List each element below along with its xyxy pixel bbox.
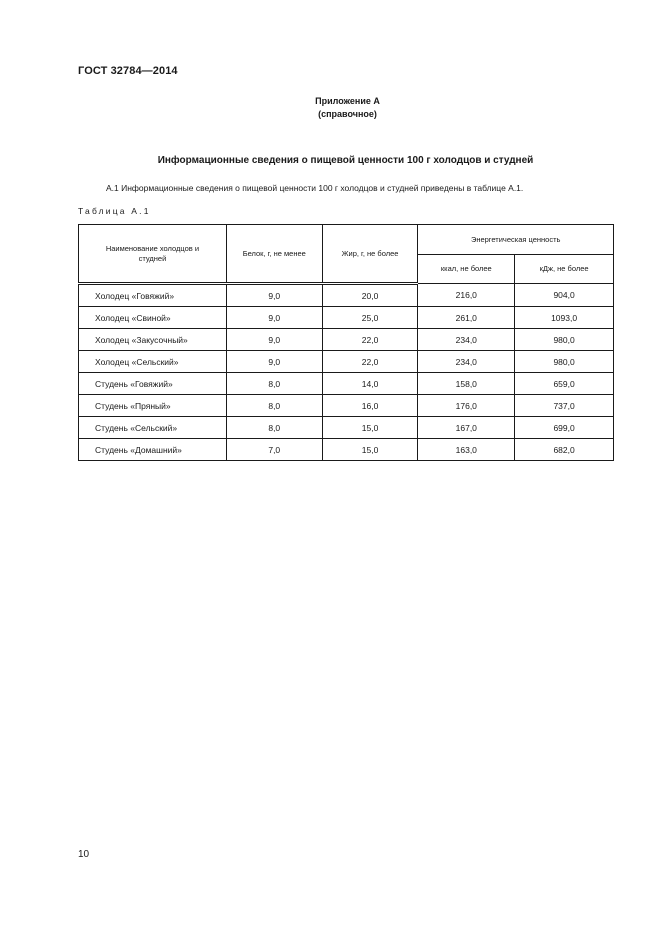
cell-kcal: 163,0 — [418, 439, 515, 461]
cell-kj: 980,0 — [515, 351, 614, 373]
header-energy: Энергетическая ценность — [418, 225, 614, 255]
cell-fat: 14,0 — [322, 373, 418, 395]
table-row — [79, 284, 614, 307]
cell-protein: 8,0 — [226, 417, 322, 439]
header-kcal: ккал, не более — [418, 255, 515, 284]
table-row — [79, 373, 614, 395]
cell-name: Студень «Пряный» — [79, 395, 227, 417]
cell-name: Холодец «Свиной» — [79, 307, 227, 329]
table-row — [79, 439, 614, 461]
table-row — [79, 417, 614, 439]
document-code: ГОСТ 32784—2014 — [78, 65, 178, 77]
table-row — [79, 329, 614, 351]
paragraph-a1: А.1 Информационные сведения о пищевой ценности 100 г холодцов и студней приведены в таблице А.1. — [106, 183, 524, 193]
cell-kcal: 234,0 — [418, 329, 515, 351]
cell-fat: 15,0 — [322, 417, 418, 439]
cell-kj: 699,0 — [515, 417, 614, 439]
section-title: Информационные сведения о пищевой ценности 100 г холодцов и студней — [157, 155, 534, 166]
table-row — [79, 307, 614, 329]
cell-kj: 682,0 — [515, 439, 614, 461]
cell-fat: 22,0 — [322, 329, 418, 351]
table-caption: Таблица А.1 — [78, 206, 151, 216]
cell-name: Холодец «Закусочный» — [79, 329, 227, 351]
cell-name: Холодец «Говяжий» — [79, 284, 227, 307]
nutrition-table — [78, 224, 614, 461]
header-fat: Жир, г, не более — [322, 225, 418, 284]
cell-name: Студень «Домашний» — [79, 439, 227, 461]
cell-kj: 659,0 — [515, 373, 614, 395]
cell-kj: 737,0 — [515, 395, 614, 417]
cell-kcal: 216,0 — [418, 284, 515, 307]
cell-protein: 9,0 — [226, 284, 322, 307]
cell-kcal: 261,0 — [418, 307, 515, 329]
cell-protein: 9,0 — [226, 351, 322, 373]
cell-protein: 9,0 — [226, 329, 322, 351]
cell-name: Студень «Сельский» — [79, 417, 227, 439]
cell-kcal: 167,0 — [418, 417, 515, 439]
header-kj: кДж, не более — [515, 255, 614, 284]
cell-protein: 7,0 — [226, 439, 322, 461]
cell-kcal: 234,0 — [418, 351, 515, 373]
cell-kj: 980,0 — [515, 329, 614, 351]
cell-fat: 15,0 — [322, 439, 418, 461]
table-row — [79, 351, 614, 373]
header-name: Наименование холодцов и студней — [79, 225, 227, 284]
page-number: 10 — [78, 849, 90, 860]
cell-kcal: 176,0 — [418, 395, 515, 417]
cell-fat: 25,0 — [322, 307, 418, 329]
cell-kj: 1093,0 — [515, 307, 614, 329]
cell-protein: 8,0 — [226, 395, 322, 417]
cell-kcal: 158,0 — [418, 373, 515, 395]
table-row — [79, 395, 614, 417]
cell-name: Холодец «Сельский» — [79, 351, 227, 373]
cell-name: Студень «Говяжий» — [79, 373, 227, 395]
cell-fat: 16,0 — [322, 395, 418, 417]
cell-kj: 904,0 — [515, 284, 614, 307]
cell-fat: 20,0 — [322, 284, 418, 307]
appendix-subtitle: (справочное) — [318, 109, 377, 119]
appendix-title: Приложение А — [315, 96, 380, 106]
cell-fat: 22,0 — [322, 351, 418, 373]
cell-protein: 9,0 — [226, 307, 322, 329]
cell-protein: 8,0 — [226, 373, 322, 395]
header-protein: Белок, г, не менее — [226, 225, 322, 284]
